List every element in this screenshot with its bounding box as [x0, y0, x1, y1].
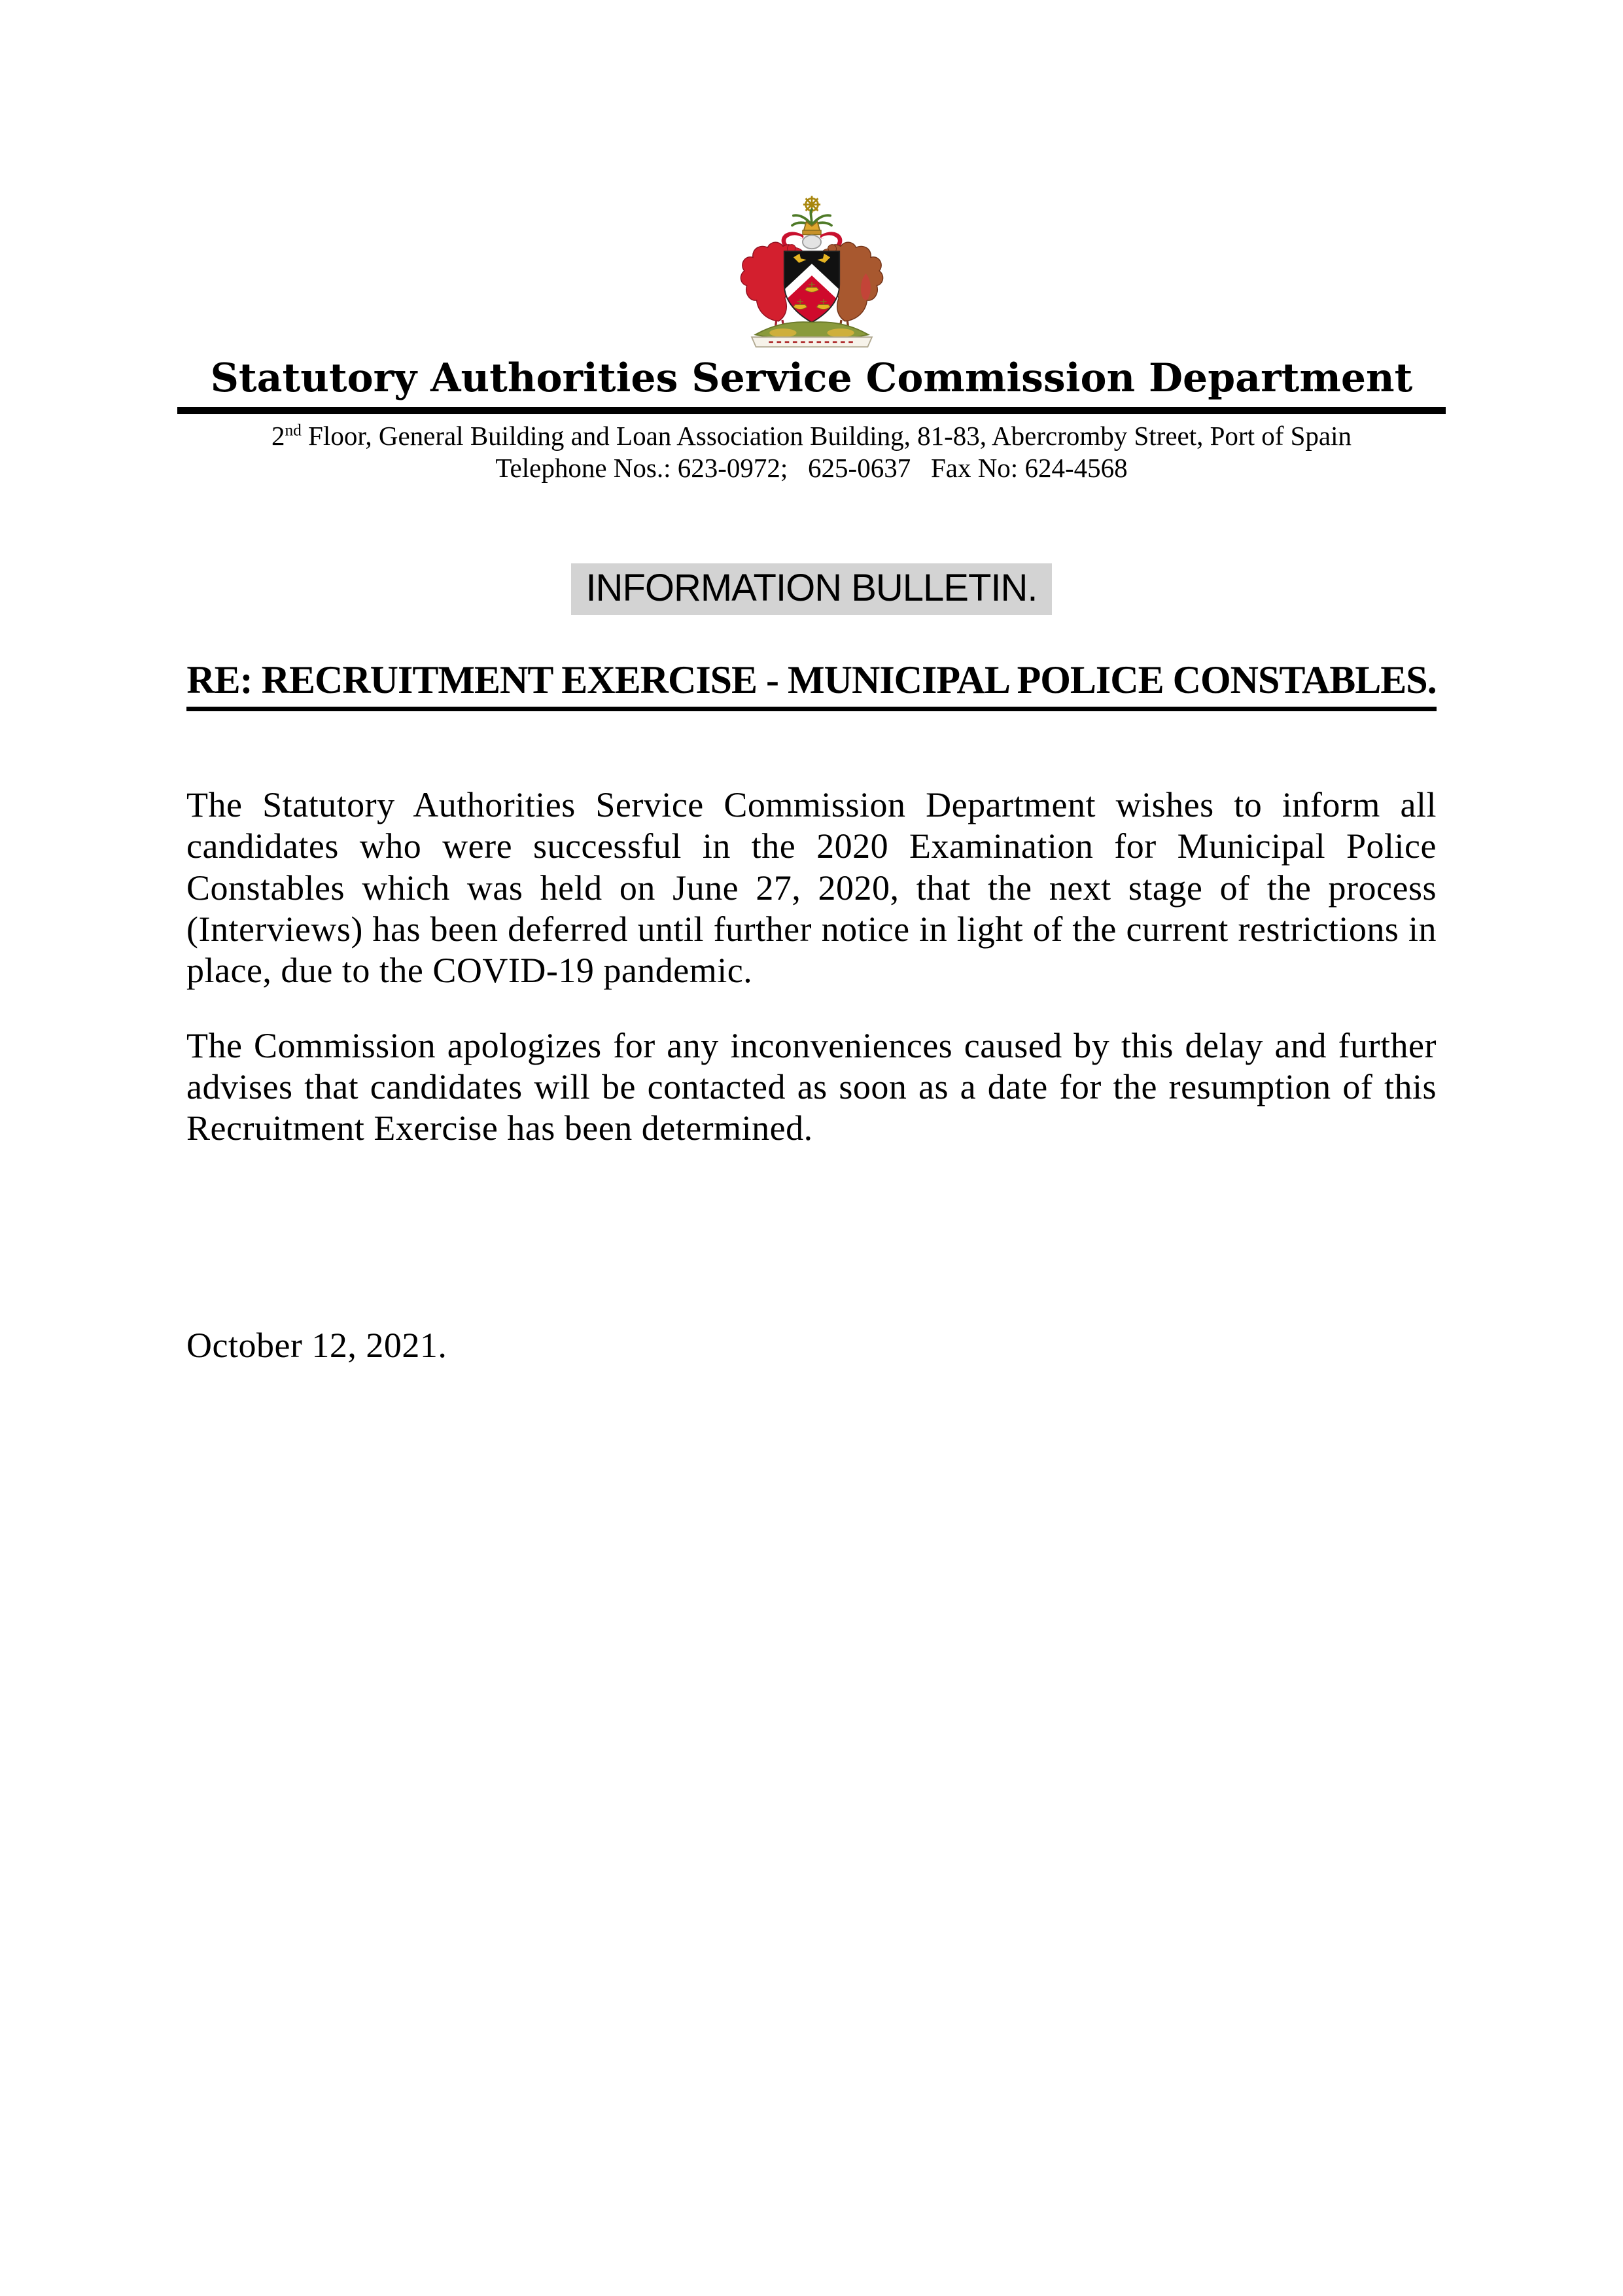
- date-line: October 12, 2021.: [186, 1325, 447, 1365]
- header-rule: [177, 407, 1446, 414]
- shield: [781, 249, 843, 325]
- bulletin-body: [186, 563, 1437, 1366]
- bulletin-title-highlighted: INFORMATION BULLETIN.: [571, 563, 1051, 615]
- department-title: Statutory Authorities Service Commission Department: [210, 355, 1413, 401]
- paragraph-1: The Statutory Authorities Service Commission Department wishes to inform all candidates who were successful in the 2020 Examination for Municipal Police Constables which was held on June 27, 2020, that the next stage of the process (Interviews) has been deferred until further notice in light of the current restrictions in place, due to the COVID-19 pandemic.: [186, 785, 1437, 990]
- palm-fronds: [792, 209, 831, 225]
- address-line: [186, 421, 1437, 451]
- address-floor-number: 2: [271, 421, 285, 451]
- subject-row: [186, 660, 1437, 711]
- subject-line: RE: RECRUITMENT EXERCISE - MUNICIPAL POLICE CONSTABLES.: [186, 660, 1436, 711]
- coat-of-arms-icon: [720, 191, 904, 349]
- helmet: [802, 236, 820, 249]
- motto-banner: [752, 337, 872, 347]
- address-floor-ordinal: nd: [285, 421, 302, 440]
- address-text: Floor, General Building and Loan Association Building, 81-83, Abercromby Street, Port of Spain: [301, 421, 1352, 451]
- paragraph-2: The Commission apologizes for any inconveniences caused by this delay and further advises that candidates will be contacted as soon as a date for the resumption of this Recruitment Exercise has been determined.: [186, 1026, 1437, 1148]
- bulletin-title-row: [186, 563, 1437, 615]
- letter-text: [186, 785, 1437, 1366]
- contact-line: Telephone Nos.: 623-0972; 625-0637 Fax No: 624-4568: [495, 453, 1128, 484]
- letterhead: [186, 0, 1437, 484]
